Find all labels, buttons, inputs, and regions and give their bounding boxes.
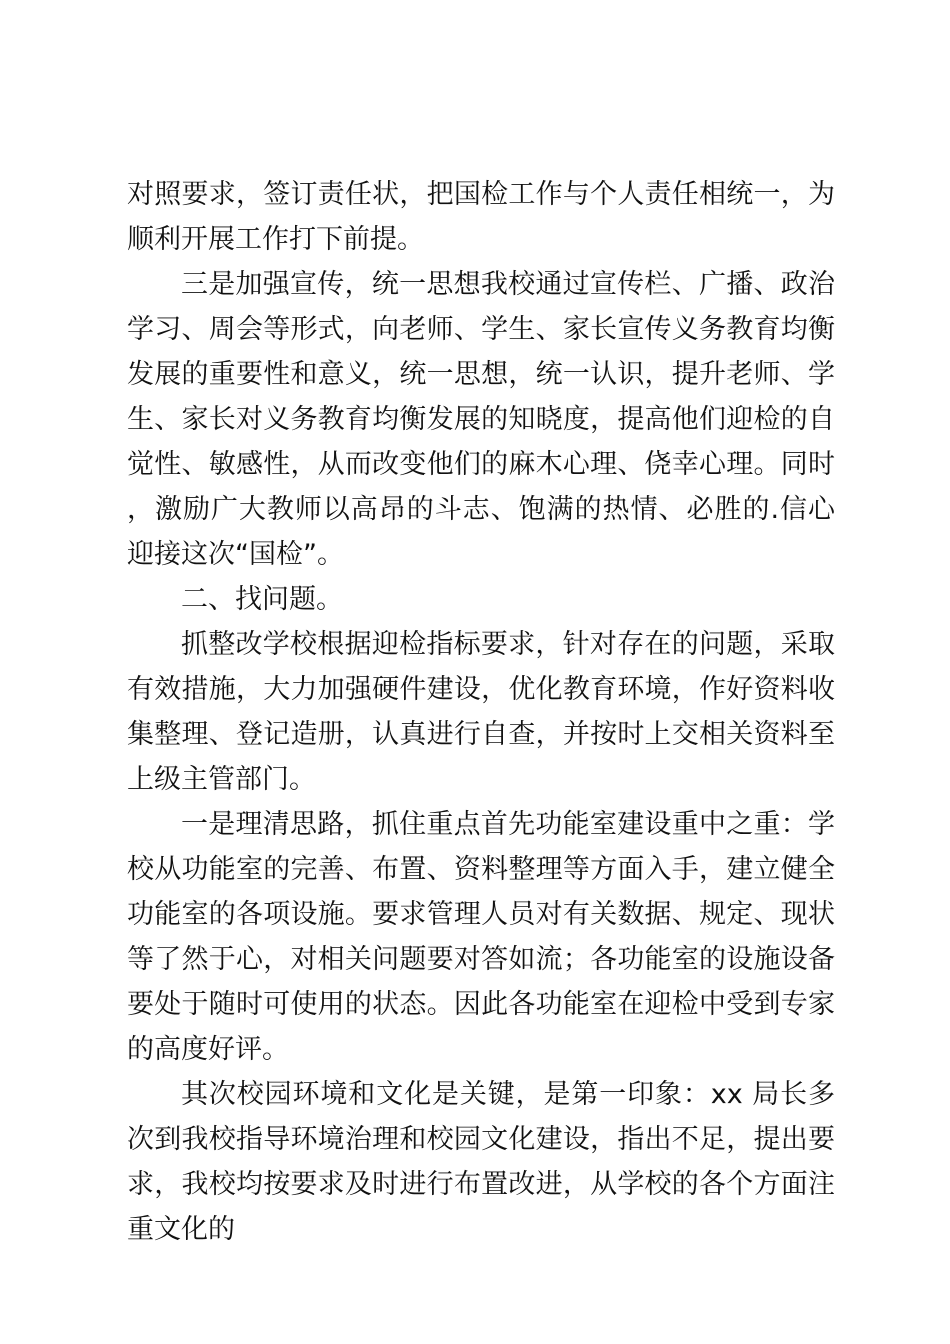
paragraph-1: 对照要求，签订责任状，把国检工作与个人责任相统一，为顺利开展工作打下前提。 <box>127 179 835 255</box>
paragraph-5: 其次校园环境和文化是关键，是第一印象：xx 局长多次到我校指导环境治理和校园文化建设，指出不足，提出要求，我校均按要求及时进行布置改进，从学校的各个方面注重文化的 <box>127 1079 835 1245</box>
document-body <box>127 172 835 1252</box>
paragraph-4: 一是理清思路，抓住重点首先功能室建设重中之重：学校从功能室的完善、布置、资料整理等方面入手，建立健全功能室的各项设施。要求管理人员对有关数据、规定、现状等了然于心，对相关问题要对答如流；各功能室的设施设备要处于随时可使用的状态。因此各功能室在迎检中受到专家的高度好评。 <box>127 809 835 1065</box>
paragraph-2: 三是加强宣传，统一思想我校通过宣传栏、广播、政治学习、周会等形式，向老师、学生、家长宣传义务教育均衡发展的重要性和意义，统一思想，统一认识，提升老师、学生、家长对义务教育均衡发展的知晓度，提高他们迎检的自觉性、敏感性，从而改变他们的麻木心理、侥幸心理。同时，激励广大教师以高昂的斗志、饱满的热情、必胜的.信心迎接这次“国检”。 <box>127 269 835 570</box>
paragraph-3: 抓整改学校根据迎检指标要求，针对存在的问题，采取有效措施，大力加强硬件建设，优化教育环境，作好资料收集整理、登记造册，认真进行自查，并按时上交相关资料至上级主管部门。 <box>127 629 835 795</box>
section-heading: 二、找问题。 <box>181 584 343 615</box>
